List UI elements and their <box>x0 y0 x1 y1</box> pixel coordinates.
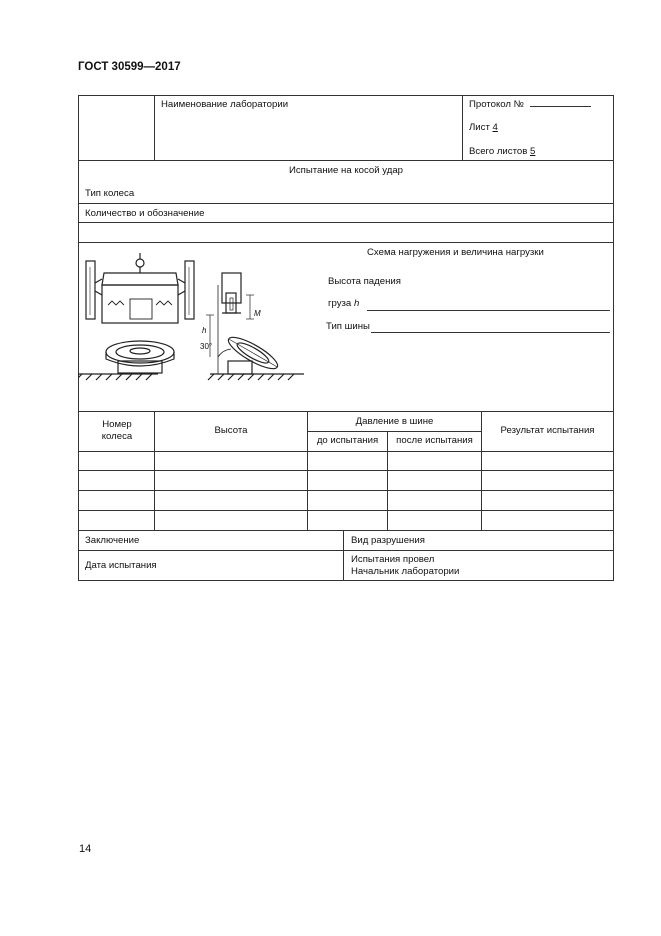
divider <box>78 242 614 243</box>
tire-type-blank-line <box>371 332 610 333</box>
document-header: ГОСТ 30599—2017 <box>78 61 181 73</box>
table-row <box>78 530 614 531</box>
col-before-header: до испытания <box>316 435 379 446</box>
divider <box>78 411 614 412</box>
lab-head-label: Начальник лаборатории <box>351 566 460 577</box>
diagram-m-label: M <box>254 309 261 318</box>
total-sheets-label: Всего листов <box>469 146 528 157</box>
divider <box>78 550 614 551</box>
col-pressure-header: Давление в шине <box>355 416 434 427</box>
drop-height-label: Высота падения <box>328 276 401 287</box>
border-bottom <box>78 580 614 581</box>
load-label: груза <box>328 298 352 309</box>
divider <box>343 530 344 580</box>
table-row <box>78 510 614 511</box>
load-blank-line <box>367 310 610 311</box>
col-height-header: Высота <box>214 425 248 436</box>
sheet-value: 4 <box>492 122 498 133</box>
lab-name-label: Наименование лаборатории <box>161 99 289 110</box>
test-protocol-form <box>78 95 614 581</box>
quantity-label: Количество и обозначение <box>85 208 205 219</box>
conclusion-label: Заключение <box>85 535 140 546</box>
sheet-field <box>469 122 498 133</box>
protocol-label: Протокол № <box>469 99 524 110</box>
divider <box>307 431 482 432</box>
border-top <box>78 95 614 96</box>
load-var: h <box>353 298 360 309</box>
wheel-type-label: Тип колеса <box>85 188 135 199</box>
table-row <box>78 490 614 491</box>
divider <box>154 95 155 160</box>
divider <box>462 95 463 160</box>
tire-type-label: Тип шины <box>326 321 370 332</box>
page-number: 14 <box>79 843 92 855</box>
divider <box>387 431 388 531</box>
load-field <box>328 298 359 309</box>
col-result-header: Результат испытания <box>500 425 595 436</box>
scheme-title: Схема нагружения и величина нагрузки <box>367 247 544 258</box>
divider <box>78 203 614 204</box>
tested-by-label: Испытания провел <box>351 554 435 565</box>
divider <box>307 411 308 531</box>
col-after-header: после испытания <box>396 435 473 446</box>
test-date-label: Дата испытания <box>85 560 157 571</box>
total-sheets-value: 5 <box>529 146 536 157</box>
table-row <box>78 451 614 452</box>
total-sheets-field <box>469 146 535 157</box>
damage-type-label: Вид разрушения <box>351 535 425 546</box>
protocol-field <box>469 99 591 110</box>
diagram-h-label: h <box>202 326 207 335</box>
divider <box>78 160 614 161</box>
protocol-number-blank <box>530 106 591 107</box>
col-wheel-no-header: Номер колеса <box>101 419 133 442</box>
loading-scheme-diagram <box>78 253 318 383</box>
table-row <box>78 470 614 471</box>
diagram-angle-label: 30° <box>200 342 213 351</box>
test-title: Испытание на косой удар <box>288 165 403 176</box>
divider <box>78 222 614 223</box>
sheet-label: Лист <box>469 122 490 133</box>
